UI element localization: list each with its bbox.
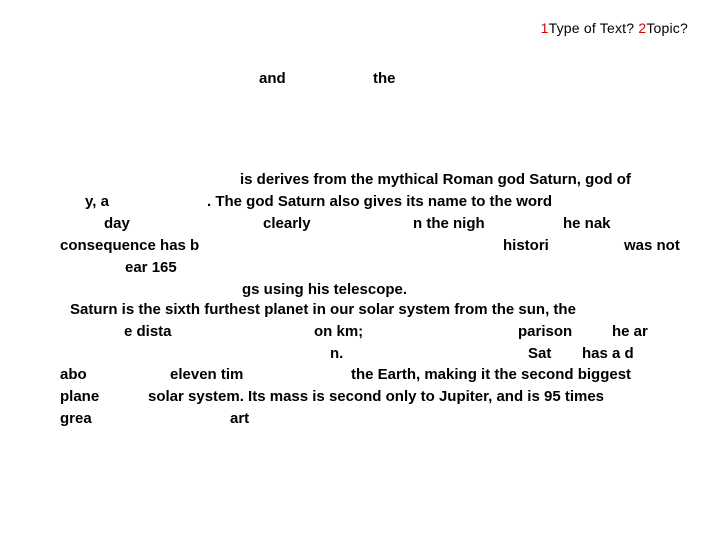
text-fragment: solar system. Its mass is second only to Jupiter, and is 95 times — [148, 388, 605, 405]
text-fragment: e dista — [124, 323, 172, 340]
text-fragment: he ar — [612, 323, 648, 340]
text-fragment: was not — [624, 237, 680, 254]
text-fragment: abo — [60, 366, 87, 383]
text-fragment: ear 165 — [125, 259, 177, 276]
text-fragment: clearly — [263, 215, 311, 232]
text-fragment: grea — [60, 410, 92, 427]
text-fragment: n the nigh — [413, 215, 485, 232]
text-fragment: is derives from the mythical Roman god Saturn, god of — [240, 171, 631, 188]
text-fragment: . The god Saturn also gives its name to the word — [207, 193, 553, 210]
text-fragment: the Earth, making it the second biggest — [351, 366, 632, 383]
text-fragment: Saturn is the sixth furthest planet in our solar system from the sun, the — [70, 301, 576, 318]
text-fragment: day — [104, 215, 130, 232]
question-number-2: 2 — [638, 20, 647, 36]
question-topic: Topic? — [646, 20, 688, 36]
question-prompt — [541, 20, 688, 36]
text-fragment: parison — [518, 323, 573, 340]
text-fragment: histori — [503, 237, 549, 254]
text-fragment: on km; — [314, 323, 364, 340]
heading-fragment: the — [373, 70, 396, 87]
text-fragment: art — [230, 410, 250, 427]
text-fragment: consequence has b — [60, 237, 200, 254]
text-fragment: has a d — [582, 345, 634, 362]
text-fragment: gs using his telescope. — [242, 281, 408, 298]
text-fragment: eleven tim — [170, 366, 244, 383]
heading-fragment: and — [259, 70, 286, 87]
text-fragment: Sat — [528, 345, 552, 362]
text-fragment: plane — [60, 388, 100, 405]
question-number-1: 1 — [540, 20, 549, 36]
text-fragment: y, a — [85, 193, 109, 210]
text-fragment: he nak — [563, 215, 611, 232]
question-type-of-text: Type of Text? — [548, 20, 639, 36]
text-fragment: n. — [330, 345, 344, 362]
